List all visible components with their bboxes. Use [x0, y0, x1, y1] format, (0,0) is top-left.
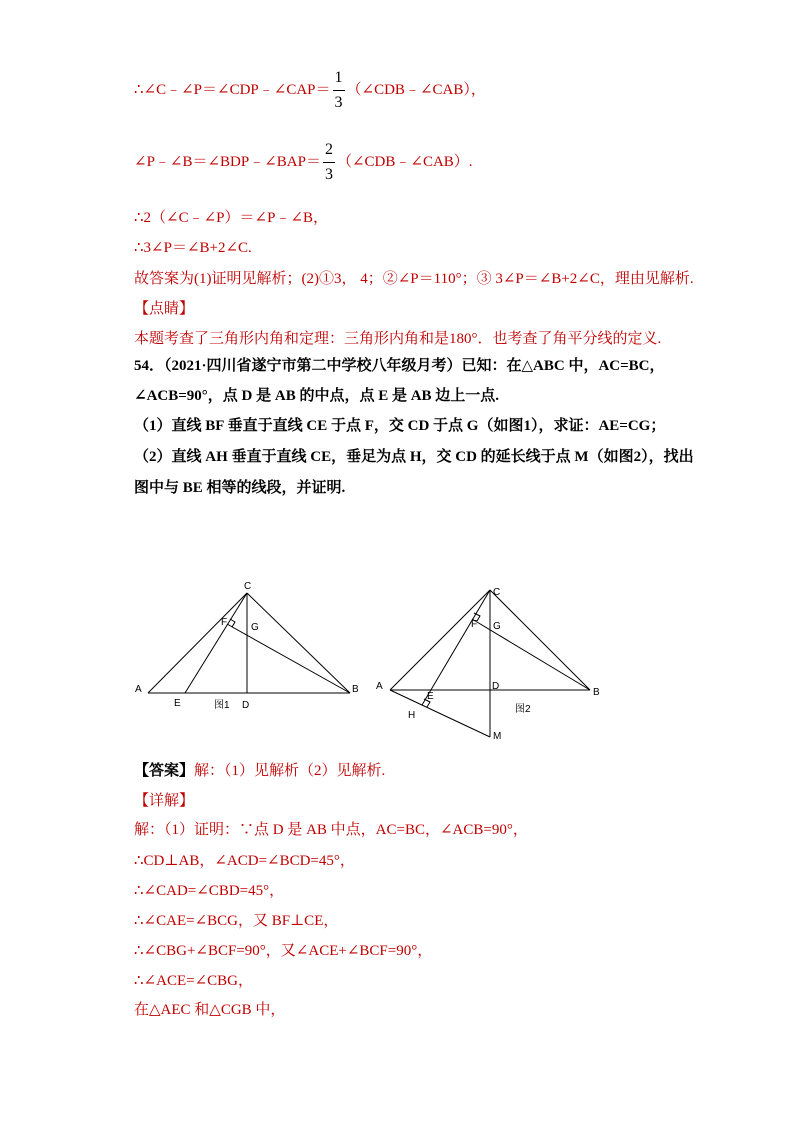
question-54-header: 54．（2021·四川省遂宁市第二中学校八年级月考）已知：在△ABC 中，AC=BC，	[134, 358, 665, 374]
figure-2-diagram	[370, 577, 610, 749]
detail-line-3: ∴∠CAD=∠CBD=45°，	[134, 883, 285, 899]
answer-tag: 【答案】	[134, 763, 195, 779]
line1-right: （∠CDB﹣∠CAB），	[346, 81, 486, 98]
detail-line-5: ∴∠CBG+∠BCF=90°，又∠ACE+∠BCF=90°，	[134, 943, 433, 959]
fraction-one-third: $\frac{1}{3}$	[333, 66, 345, 115]
fig1-label-G: G	[251, 622, 259, 633]
fig1-label-F: F	[221, 617, 228, 628]
fig1-label-A: A	[135, 684, 142, 695]
fig2-label-C: C	[493, 587, 501, 598]
line1-left: ∴∠C﹣∠P＝∠CDP﹣∠CAP＝	[134, 81, 331, 98]
fig2-caption: 图2	[515, 704, 531, 715]
answer-line	[134, 759, 385, 780]
figure-2	[370, 577, 610, 749]
question-part-2-line-2: 图中与 BE 相等的线段，并证明.	[134, 480, 346, 496]
fig1-label-C: C	[244, 581, 252, 592]
solution-line-1	[134, 66, 486, 115]
fig2-label-B: B	[593, 687, 600, 698]
fig1-caption: 图1	[214, 700, 230, 711]
question-part-2-line-1: （2）直线 AH 垂直于直线 CE，垂足为点 H，交 CD 的延长线于点 M（如图2），找出	[134, 449, 694, 465]
fig2-label-G: G	[493, 621, 501, 632]
dianjing-heading: 【点睛】	[134, 301, 195, 317]
fig1-label-D: D	[242, 700, 250, 711]
solution-line-3: ∴2（∠C﹣∠P）＝∠P﹣∠B，	[134, 210, 329, 226]
fig1-line-CB	[247, 593, 350, 693]
fig2-line-CB	[490, 590, 590, 690]
detail-line-1: 解：（1）证明：∵点 D 是 AB 中点，AC=BC，∠ACB=90°，	[134, 822, 528, 838]
line2-right: （∠CDB﹣∠CAB）.	[336, 153, 473, 170]
question-54-line-2: ∠ACB=90°，点 D 是 AB 的中点，点 E 是 AB 边上一点.	[134, 388, 500, 404]
fig2-line-AM	[390, 690, 490, 737]
detail-line-6: ∴∠ACE=∠CBG，	[134, 973, 253, 989]
fig2-label-M: M	[493, 731, 502, 742]
fig2-label-F: F	[471, 619, 478, 630]
detail-line-7: 在△AEC 和△CGB 中，	[134, 1002, 286, 1018]
detail-line-2: ∴CD⊥AB，∠ACD=∠BCD=45°，	[134, 853, 355, 869]
figure-1-diagram	[130, 575, 370, 715]
answer-text: 解：（1）见解析（2）见解析.	[194, 763, 386, 779]
figure-1	[130, 575, 370, 715]
detail-line-4: ∴∠CAE=∠BCG，又 BF⊥CE，	[134, 913, 339, 929]
fig1-label-E: E	[174, 698, 181, 709]
fig1-line-CE	[185, 593, 247, 693]
fig2-label-E: E	[427, 691, 434, 702]
fig2-label-H: H	[408, 710, 416, 721]
solution-line-2	[134, 138, 473, 187]
fig1-line-BF	[227, 624, 350, 693]
detail-heading: 【详解】	[134, 793, 195, 809]
answer-summary: 故答案为(1)证明见解析；(2)①3， 4；②∠P＝110°；③ 3∠P＝∠B+2∠C，理由见解析.	[134, 271, 694, 287]
fraction-two-thirds: $\frac{2}{3}$	[323, 138, 335, 187]
line2-left: ∠P﹣∠B＝∠BDP﹣∠BAP＝	[134, 153, 321, 170]
question-part-1: （1）直线 BF 垂直于直线 CE 于点 F，交 CD 于点 G（如图1），求证：AE=CG；	[134, 418, 666, 434]
fig2-label-A: A	[376, 681, 383, 692]
dianjing-text: 本题考查了三角形内角和定理：三角形内角和是180°．也考查了角平分线的定义.	[134, 331, 662, 347]
solution-line-4: ∴3∠P＝∠B+2∠C.	[134, 240, 252, 256]
fig1-label-B: B	[352, 684, 359, 695]
fig2-label-D: D	[492, 681, 500, 692]
fig1-line-AC	[148, 593, 247, 693]
